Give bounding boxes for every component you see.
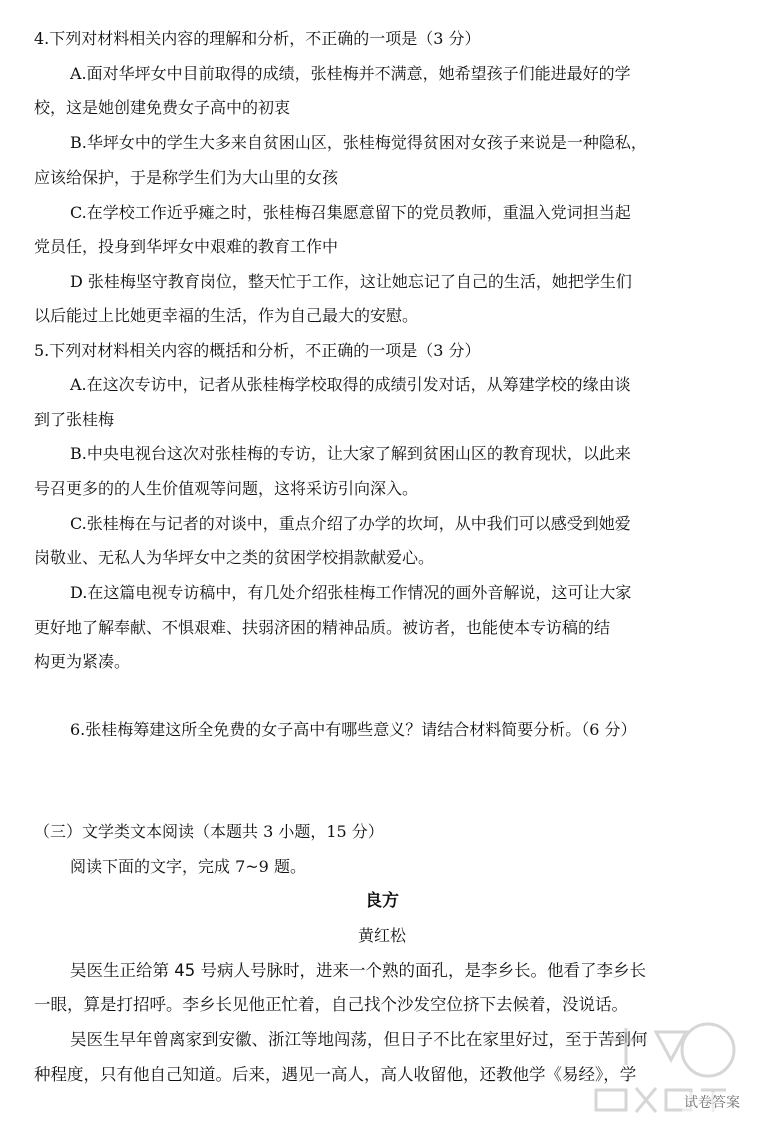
q5-option-c-line1: C.张桂梅在与记者的对谈中，重点介绍了办学的坎坷，从中我们可以感受到她爱 [70,514,631,533]
q4-stem: 4.下列对材料相关内容的理解和分析，不正确的一项是（3 分） [34,29,481,48]
story-paragraph1-line1: 吴医生正给第 45 号病人号脉时，进来一个熟的面孔，是李乡长。他看了李乡长 [70,961,646,980]
q4-option-a-line1: A.面对华坪女中目前取得的成绩，张桂梅并不满意，她希望孩子们能进最好的学 [70,64,631,83]
story-paragraph2-line1: 吴医生早年曾离家到安徽、浙江等地闯荡，但日子不比在家里好过，至于苦到何 [70,1030,648,1049]
section-instruction: 阅读下面的文字，完成 7~9 题。 [70,857,306,876]
q4-option-a-line2: 校，这是她创建免费女子高中的初衷 [34,98,291,117]
q4-option-d-line1: D 张桂梅坚守教育岗位，整天忙于工作，这让她忘记了自己的生活，她把学生们 [70,272,632,291]
section-heading: （三）文学类文本阅读（本题共 3 小题，15 分） [34,822,384,841]
q4-option-d-line2: 以后能过上比她更幸福的生活，作为自己最大的安慰。 [34,306,419,325]
q5-option-c-line2: 岗敬业、无私人为华坪女中之类的贫困学校捐款献爱心。 [34,548,435,567]
story-author: 黄红松 [357,926,406,945]
q5-stem: 5.下列对材料相关内容的概括和分析，不正确的一项是（3 分） [34,341,481,360]
story-paragraph2-line2: 种程度，只有他自己知道。后来，遇见一高人，高人收留他，还教他学《易经》，学 [34,1065,637,1084]
q5-option-d-line2: 更好地了解奉献、不惧艰难、扶弱济困的精神品质。被访者，也能使本专访稿的结 [34,618,611,637]
q4-option-c-line1: C.在学校工作近乎瘫之时，张桂梅召集愿意留下的党员教师，重温入党词担当起 [70,203,631,222]
q5-option-b-line1: B.中央电视台这次对张桂梅的专访，让大家了解到贫困山区的教育现状，以此来 [70,444,631,463]
q4-option-c-line2: 党员任，投身到华坪女中艰难的教育工作中 [34,237,339,256]
q5-option-d-line1: D.在这篇电视专访稿中，有几处介绍张桂梅工作情况的画外音解说，这可让大家 [70,583,632,602]
q5-option-b-line2: 号召更多的的人生价值观等问题，这将采访引向深入。 [34,479,419,498]
q4-option-b-line2: 应该给保护，于是称学生们为大山里的女孩 [34,168,339,187]
watermark-text: 试卷答案 [682,1092,742,1112]
q4-option-b-line1: B.华坪女中的学生大多来自贫困山区，张桂梅觉得贫困对女孩子来说是一种隐私， [70,133,647,152]
q5-option-a-line2: 到了张桂梅 [34,410,115,429]
q6-stem: 6.张桂梅筹建这所全免费的女子高中有哪些意义？请结合材料简要分析。（6 分） [70,720,637,739]
q5-option-a-line1: A.在这次专访中，记者从张桂梅学校取得的成绩引发对话，从筹建学校的缘由谈 [70,375,631,394]
story-paragraph1-line2: 一眼，算是打招呼。李乡长见他正忙着，自己找个沙发空位挤下去候着，没说话。 [34,995,628,1014]
q5-option-d-line3: 构更为紧凑。 [34,652,131,671]
story-title: 良方 [365,891,399,911]
